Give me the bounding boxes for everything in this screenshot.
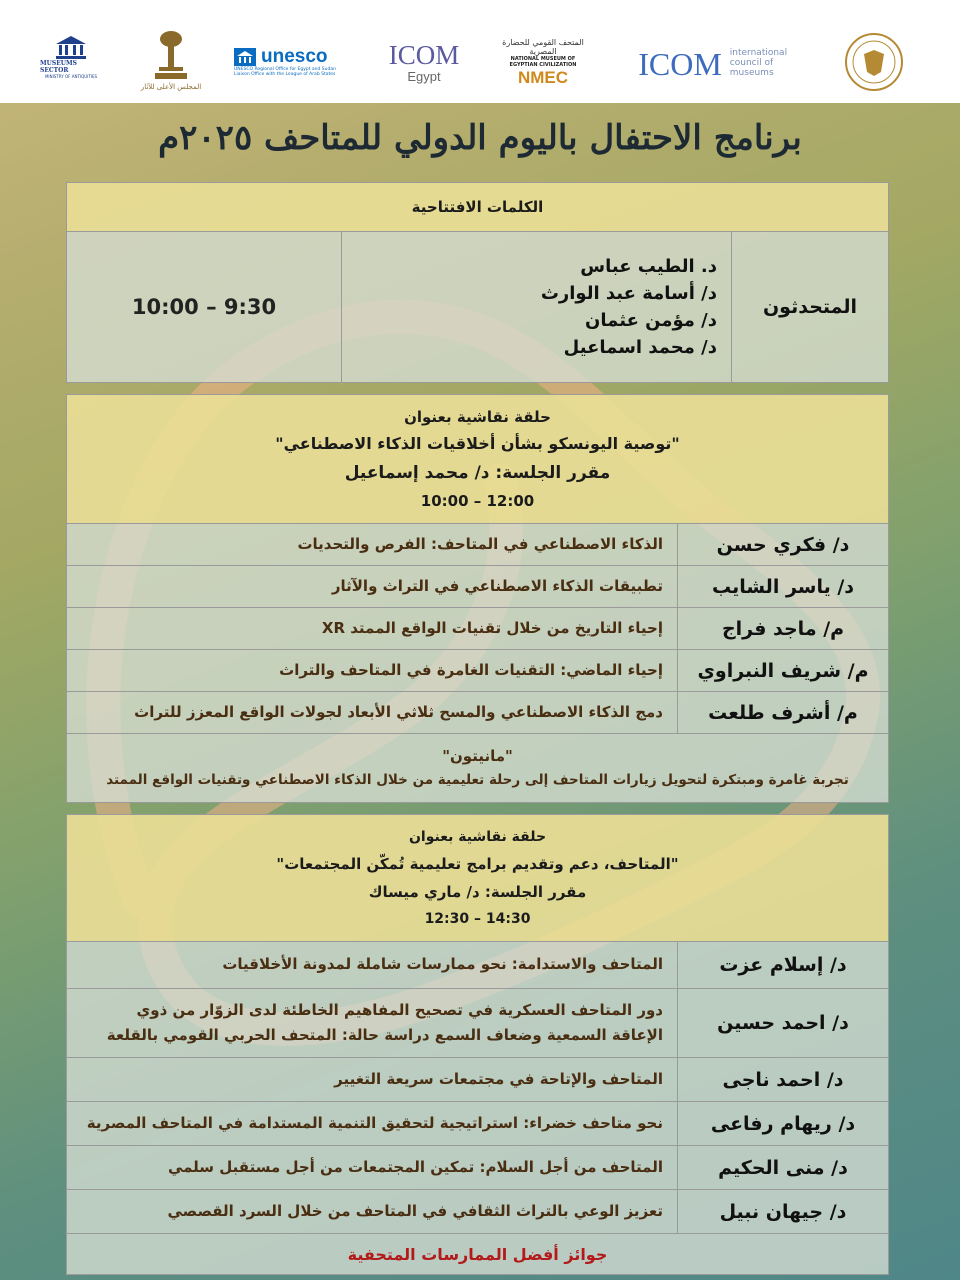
speaker-name: د/ منى الحكيم (677, 1146, 888, 1189)
session1-row (66, 650, 889, 692)
speaker-name: د/ جيهان نبيل (677, 1190, 888, 1233)
session2-time: 12:30 – 14:30 (424, 911, 531, 927)
session2-footer-text: جوائز أفضل الممارسات المتحفية (347, 1244, 608, 1264)
opening-speaker: د/ مؤمن عثمان (585, 310, 717, 331)
speaker-name: د/ احمد حسين (677, 989, 888, 1057)
session2-header (66, 814, 889, 942)
opening-panel (66, 182, 889, 383)
supreme-council-emblem-icon (153, 29, 189, 83)
session1-time: 10:00 – 12:00 (420, 492, 535, 510)
opening-speaker: د. الطيب عباس (580, 256, 717, 277)
session2-row (66, 989, 889, 1058)
supreme-council-text: المجلس الأعلى للآثار (140, 83, 202, 91)
session2-title: "المتاحف، دعم وتقديم برامج تعليمية تُمكّن المجتمعات" (276, 855, 679, 873)
session2-panel (66, 814, 889, 1275)
session1-row (66, 566, 889, 608)
talk-topic: المتاحف والإتاحة في مجتمعات سريعة التغيير (334, 1069, 663, 1088)
speaker-name: د/ ريهام رفاعى (677, 1102, 888, 1145)
session1-row (66, 692, 889, 734)
talk-topic: دمج الذكاء الاصطناعي والمسح ثلاثي الأبعاد لجولات الواقع المعزز للتراث (134, 702, 663, 721)
museums-sector-logo (40, 30, 102, 82)
opening-speakers-label: المتحدثون (731, 232, 888, 382)
icom-egypt-wordmark: ICOM (388, 40, 460, 70)
opening-time-text: 10:00 – 9:30 (131, 295, 277, 319)
session1-panel (66, 394, 889, 803)
opening-speaker: د/ محمد اسماعيل (563, 337, 717, 358)
talk-topic: نحو متاحف خضراء: استراتيجية لتحقيق التنمية المستدامة في المتاحف المصرية (86, 1113, 663, 1132)
talk-topic: إحياء التاريخ من خلال تقنيات الواقع الممتد XR (321, 618, 663, 637)
museums-sector-subtext: MINISTRY OF ANTIQUITIES (44, 73, 98, 79)
session2-row (66, 1102, 889, 1146)
museum-building-icon (54, 34, 88, 60)
unesco-temple-icon (234, 48, 256, 66)
speaker-name: م/ شريف النبراوي (677, 650, 888, 691)
session1-row (66, 608, 889, 650)
opening-row (66, 232, 889, 383)
speaker-name: د/ احمد ناجى (677, 1058, 888, 1101)
talk-topic: تطبيقات الذكاء الاصطناعي في التراث والآثار (331, 576, 663, 595)
session2-row (66, 1190, 889, 1234)
session1-footer (66, 734, 889, 803)
nmec-english-text: NATIONAL MUSEUM OF EGYPTIAN CIVILIZATION (509, 56, 577, 68)
unesco-wordmark: unesco (261, 46, 328, 68)
supreme-council-logo (138, 24, 204, 96)
session1-title: "توصية اليونسكو بشأن أخلاقيات الذكاء الاصطناعي" (275, 434, 680, 453)
session2-row (66, 1058, 889, 1102)
nmec-logo (500, 30, 586, 96)
unesco-subtext: UNESCO Regional Office for Egypt and Sudan Liaison Office with the League of Arab States (234, 67, 336, 77)
opening-header: الكلمات الافتتاحية (66, 182, 889, 232)
icom-egypt-logo (378, 40, 470, 86)
session2-footer (66, 1234, 889, 1275)
talk-topic: إحياء الماضي: التقنيات الغامرة في المتاحف والتراث (279, 660, 663, 679)
unesco-logo (234, 42, 352, 82)
nmec-abbr: NMEC (517, 68, 569, 87)
opening-time (67, 232, 341, 382)
session1-row (66, 524, 889, 566)
logo-header (0, 0, 960, 103)
session1-intro: حلقة نقاشية بعنوان (404, 408, 551, 426)
session2-row (66, 942, 889, 989)
speaker-name: م/ أشرف طلعت (677, 692, 888, 733)
ministry-tourism-logo (842, 30, 906, 94)
icom-international-subtext: international council of museums (729, 48, 788, 78)
opening-speaker: د/ أسامة عبد الوارث (540, 283, 717, 304)
speaker-name: د/ إسلام عزت (677, 942, 888, 988)
talk-topic: المتاحف من أجل السلام: تمكين المجتمعات من أجل مستقبل سلمي (167, 1157, 663, 1176)
icom-international-wordmark: ICOM (638, 45, 722, 82)
talk-topic: الذكاء الاصطناعي في المتاحف: الفرص والتحديات (297, 534, 663, 553)
speaker-name: د/ ياسر الشايب (677, 566, 888, 607)
session1-footer-title: "مانيتون" (442, 747, 513, 765)
icom-international-logo (624, 44, 804, 84)
ministry-eagle-seal-icon (844, 32, 904, 92)
session1-chair: مقرر الجلسة: د/ محمد إسماعيل (344, 463, 611, 483)
program-title: برنامج الاحتفال باليوم الدولي للمتاحف ٢٠٢٥م (158, 118, 802, 158)
session2-intro: حلقة نقاشية بعنوان (408, 829, 547, 845)
session2-row (66, 1146, 889, 1190)
nmec-arabic-text: المتحف القومي للحضارة المصرية (502, 38, 584, 56)
session1-header (66, 394, 889, 524)
session1-footer-text: تجربة غامرة ومبتكرة لتحويل زيارات المتاحف إلى رحلة تعليمية من خلال الذكاء الاصطناعي وتقنيات الواقع الممتد (106, 772, 849, 788)
talk-topic: تعزيز الوعي بالتراث الثقافي في المتاحف من خلال السرد القصصي (167, 1201, 663, 1220)
speaker-name: د/ فكري حسن (677, 524, 888, 565)
opening-speakers-list (341, 232, 731, 382)
icom-egypt-subtext: Egypt (407, 69, 441, 84)
talk-topic: دور المتاحف العسكرية في تصحيح المفاهيم الخاطئة لدى الزوّار من ذوي الإعاقة السمعية وضعاف السمع دراسة حالة: المتحف الحربي القومي بالقلعة (106, 1000, 663, 1044)
talk-topic: المتاحف والاستدامة: نحو ممارسات شاملة لمدونة الأخلاقيات (222, 955, 663, 974)
speaker-name: م/ ماجد فراج (677, 608, 888, 649)
session2-chair: مقرر الجلسة: د/ ماري ميساك (368, 883, 587, 901)
museums-sector-text: MUSEUMS SECTOR (40, 59, 77, 74)
